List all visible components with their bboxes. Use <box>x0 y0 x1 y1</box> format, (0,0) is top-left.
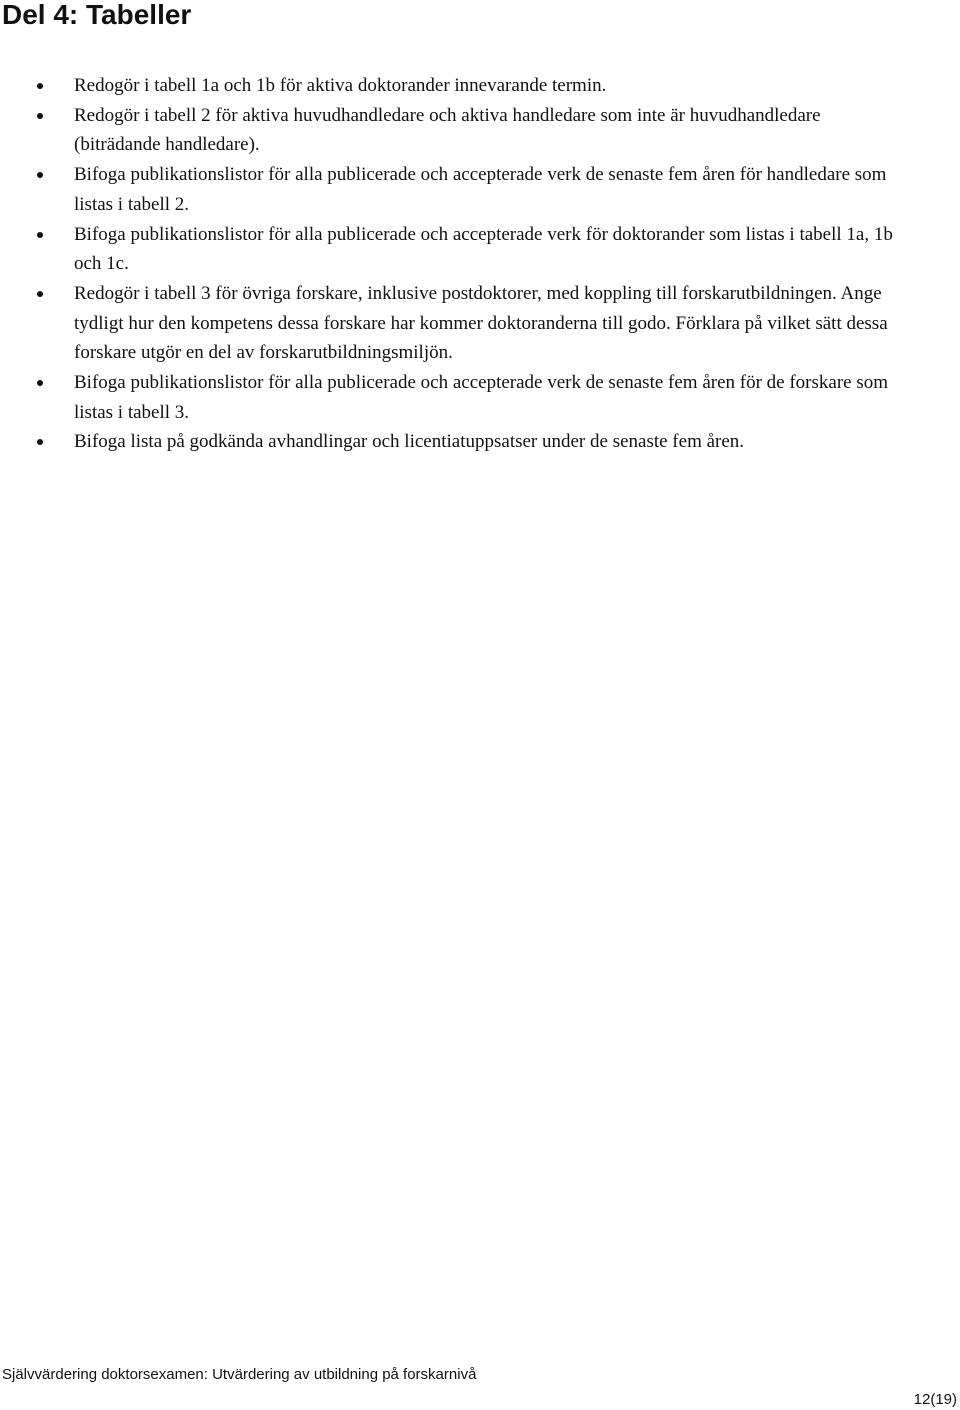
bullet-icon <box>37 83 43 89</box>
list-item-text: Bifoga lista på godkända avhandlingar och licentiatuppsatser under de senaste fem åren. <box>74 431 745 453</box>
bullet-icon <box>37 232 43 238</box>
list-item <box>0 427 900 457</box>
list-item-text: Bifoga publikationslistor för alla publicerade och accepterade verk de senaste fem åren för handledare som listas i tabell 2. <box>74 164 887 215</box>
bullet-icon <box>37 291 43 297</box>
instruction-list <box>0 71 900 457</box>
list-item <box>0 101 900 160</box>
list-item-text: Redogör i tabell 3 för övriga forskare, inklusive postdoktorer, med koppling till forskarutbildningen. Ange tydligt hur den kompetens dessa forskare har kommer doktoranderna till godo. Förklara på vilket sätt dessa forskare utgör en del av forskarutbildningsmiljön. <box>74 282 888 364</box>
page-number: 12(19) <box>913 1391 957 1408</box>
list-item <box>0 368 900 427</box>
bullet-icon <box>37 172 43 178</box>
bullet-icon <box>37 113 43 119</box>
list-item <box>0 279 900 368</box>
page-title: Del 4: Tabeller <box>2 0 192 30</box>
list-item <box>0 160 900 219</box>
bullet-icon <box>37 439 43 445</box>
list-item-text: Redogör i tabell 2 för aktiva huvudhandledare och aktiva handledare som inte är huvudhandledare (biträdande handledare). <box>74 104 821 156</box>
list-item-text: Bifoga publikationslistor för alla publicerade och accepterade verk för doktorander som listas i tabell 1a, 1b och 1c. <box>74 223 893 275</box>
list-item-text: Redogör i tabell 1a och 1b för aktiva doktorander innevarande termin. <box>74 75 607 96</box>
list-item <box>0 71 900 101</box>
list-item-text: Bifoga publikationslistor för alla publicerade och accepterade verk de senaste fem åren för de forskare som listas i tabell 3. <box>74 372 889 423</box>
list-item <box>0 220 900 279</box>
bullet-icon <box>37 380 43 386</box>
footer-text: Självvärdering doktorsexamen: Utvärdering av utbildning på forskarnivå <box>2 1366 477 1383</box>
